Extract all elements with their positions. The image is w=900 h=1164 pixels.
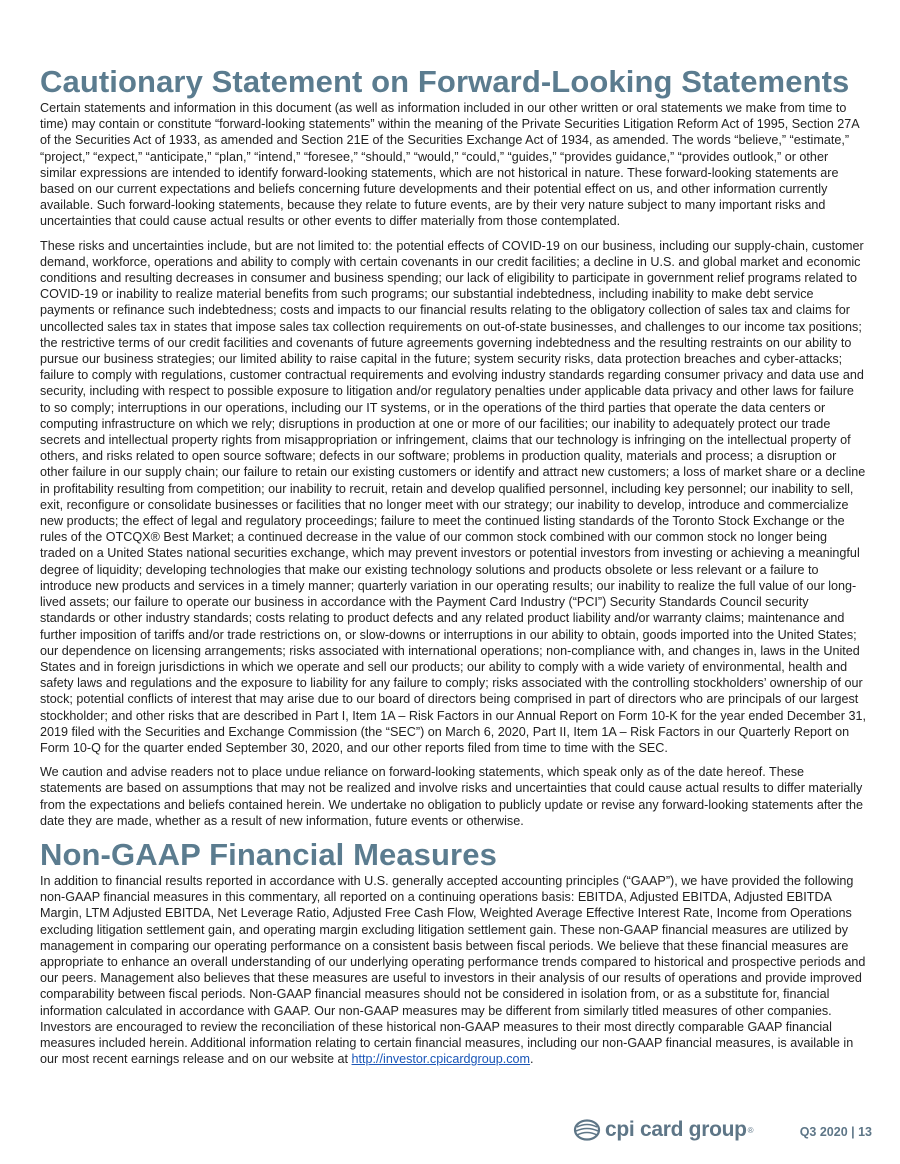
section-heading-forward-looking: Cautionary Statement on Forward-Looking Statements [40, 64, 850, 99]
link-trailing-period: . [530, 1052, 534, 1067]
page-footer [0, 1116, 900, 1146]
investor-website-link[interactable]: http://investor.cpicardgroup.com [351, 1052, 531, 1067]
page-number-label: Q3 2020 | 13 [799, 1125, 872, 1139]
paragraph-forward-looking-intro: Certain statements and information in this document (as well as information included in our other written or oral statements we make from time to time) may contain or constitute “forward-looking statements” within the meaning of the Private Securities Litigation Reform Act of 1995, Section 27A of the Securities Act of 1933, as amended and Section 21E of the Securities Exchange Act of 1934, as amended. The words “believe,” “estimate,” “project,” “expect,” “anticipate,” “plan,” “intend,” “foresee,” “should,” “would,” “could,” “guides,” “provides guidance,” “provides outlook,” or other similar expressions are intended to identify forward-looking statements, which are not historical in nature. These forward-looking statements are based on our current expectations and beliefs concerning future developments and their potential effect on us, and other information currently available. Such forward-looking statements, because they relate to future events, are by their very nature subject to many important risks and uncertainties that could cause actual results or other events to differ materially from those contemplated. [40, 101, 859, 229]
globe-swoosh-icon [573, 1119, 601, 1141]
logo-wordmark: cpi card group [605, 1118, 747, 1141]
paragraph-non-gaap [40, 873, 866, 1067]
company-logo [573, 1118, 754, 1142]
document-page [40, 64, 866, 1075]
registered-mark: ® [747, 1125, 754, 1135]
paragraph-caution: We caution and advise readers not to place undue reliance on forward-looking statements, which speak only as of the date hereof. These statements are based on assumptions that may not be realized and involve risks and uncertainties that could cause actual results to differ materially from the expectations and beliefs contained herein. We undertake no obligation to publicly update or revise any forward-looking statements after the date they are made, whether as a result of new information, future events or otherwise. [40, 765, 864, 828]
section-heading-non-gaap: Non-GAAP Financial Measures [40, 836, 497, 872]
paragraph-risks: These risks and uncertainties include, but are not limited to: the potential effects of COVID-19 on our business, including our supply-chain, customer demand, workforce, operations and ability to comply with certain covenants in our credit facilities; a decline in U.S. and global market and economic conditions and resulting decreases in consumer and business spending; our lack of eligibility to participate in government relief programs related to COVID-19 or inability to realize material benefits from such programs; our substantial indebtedness, including inability to make debt service payments or refinance such indebtedness; costs and impacts to our financial results relating to the obligatory collection of sales tax and claims for uncollected sales tax in states that impose sales tax collection requirements on out-of-state businesses, and challenges to our income tax positions; the restrictive terms of our credit facilities and covenants of future agreements governing indebtedness and the resulting restraints on our ability to pursue our business strategies; our limited ability to raise capital in the future; system security risks, data protection breaches and cyber-attacks; failure to comply with regulations, customer contractual requirements and evolving industry standards regarding consumer privacy and data use and security, including with respect to possible exposure to litigation and/or regulatory penalties under applicable data privacy and other laws for failure to so comply; interruptions in our operations, including our IT systems, or in the operations of the third parties that operate the data centers or computing infrastructure on which we rely; disruptions in production at one or more of our facilities; our inability to adequately protect our trade secrets and intellectual property rights from misappropriation or infringement, claims that our technology is infringing on the intellectual property of others, and risks related to open source software; defects in our software; problems in production quality, materials and process; a disruption or other failure in our supply chain; our failure to retain our existing customers or identify and attract new customers; a loss of market share or a decline in profitability resulting from competition; our inability to recruit, retain and develop qualified personnel, including key personnel; our inability to sell, exit, reconfigure or consolidate businesses or facilities that no longer meet with our strategy; our inability to develop, introduce and commercialize new products; the effect of legal and regulatory proceedings; failure to meet the continued listing standards of the Toronto Stock Exchange or the rules of the OTCQX® Best Market; a continued decrease in the value of our common stock combined with our common stock no longer being traded on a United States national securities exchange, which may prevent investors or potential investors from investing or achieving a meaningful degree of liquidity; developing technologies that make our existing technology solutions and products obsolete or less relevant or a failure to introduce new products and services in a timely manner; quarterly variation in our operating results; our inability to realize the full value of our long-lived assets; our failure to operate our business in accordance with the Payment Card Industry (“PCI”) Security Standards Council security standards or other industry standards; costs relating to product defects and any related product liability and/or warranty claims; maintenance and further imposition of tariffs and/or trade restrictions on, or slow-downs or interruptions in our ability to obtain, goods imported into the United States; our dependence on licensing arrangements; risks associated with international operations; non-compliance with, and changes in, laws in the United States and in foreign jurisdictions in which we operate and sell our products; our ability to comply with a wide variety of environmental, health and safety laws and regulations and the exposure to liability for any failure to comply; risks associated with the controlling stockholders’ ownership of our stock; potential conflicts of interest that may arise due to our board of directors being comprised in part of directors who are principals of our largest stockholder; and other risks that are described in Part I, Item 1A – Risk Factors in our Annual Report on Form 10-K for the year ended December 31, 2019 filed with the Securities and Exchange Commission (the “SEC”) on March 6, 2020, Part II, Item 1A – Risk Factors in our Quarterly Report on Form 10-Q for the quarter ended September 30, 2020, and our other reports filed from time to time with the SEC. [40, 238, 866, 755]
non-gaap-text: In addition to financial results reported in accordance with U.S. generally accepted accounting principles (“GAAP”), we have provided the following non-GAAP financial measures in this commentary, all reported on a continuing operations basis: EBITDA, Adjusted EBITDA, Adjusted EBITDA Margin, LTM Adjusted EBITDA, Net Leverage Ratio, Adjusted Free Cash Flow, Weighted Average Effective Interest Rate, Income from Operations excluding litigation settlement gain, and operating margin excluding litigation settlement gain. These non-GAAP financial measures are utilized by management in comparing our operating performance on a consistent basis between fiscal periods. We believe that these financial measures are appropriate to enhance an overall understanding of our underlying operating performance trends compared to historical and prospective periods and our peers. Management also believes that these measures are useful to investors in their analysis of our results of operations and provide improved comparability between fiscal periods. Non-GAAP financial measures should not be considered in isolation from, or as a substitute for, financial information calculated in accordance with GAAP. Our non-GAAP measures may be different from similarly titled measures of other companies. Investors are encouraged to review the reconciliation of these historical non-GAAP measures to their most directly comparable GAAP financial measures included herein. Additional information relating to certain financial measures, including our non-GAAP financial measures, is available in our most recent earnings release and on our website at [40, 873, 866, 1067]
